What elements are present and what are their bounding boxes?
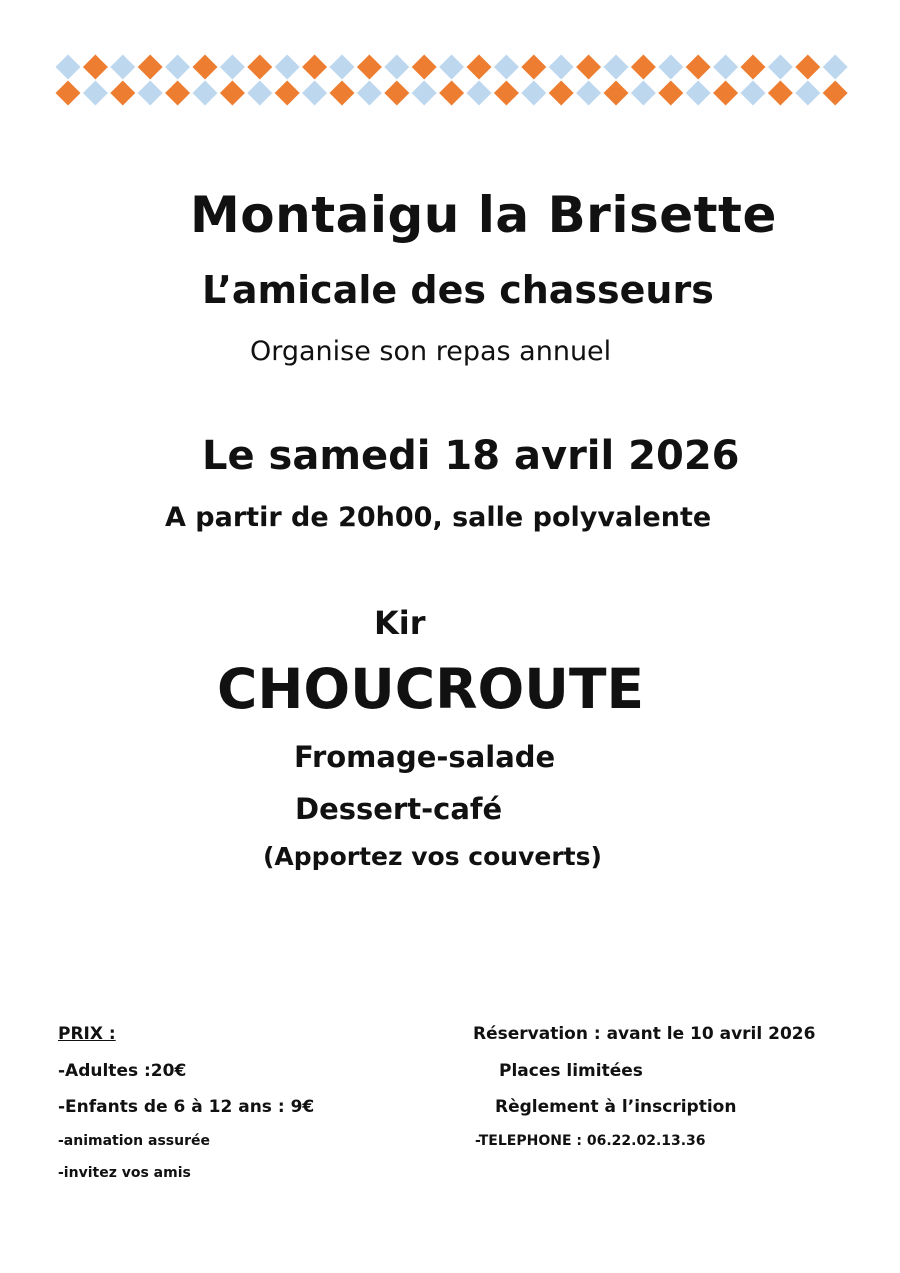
border-diamond — [165, 55, 190, 80]
menu-item-cheese-salad: Fromage-salade — [294, 740, 556, 774]
border-diamond — [138, 81, 163, 106]
border-diamond — [521, 81, 546, 106]
invite-note: -invitez vos amis — [58, 1165, 191, 1181]
border-diamond — [330, 55, 355, 80]
border-diamond — [467, 55, 492, 80]
border-diamond — [741, 81, 766, 106]
border-diamond — [56, 81, 81, 106]
border-diamond — [467, 81, 492, 106]
border-diamond — [247, 81, 272, 106]
border-diamond — [631, 81, 656, 106]
border-diamond — [357, 81, 382, 106]
border-diamond — [768, 81, 793, 106]
border-diamond — [713, 55, 738, 80]
border-diamond — [823, 81, 848, 106]
border-diamond — [631, 55, 656, 80]
event-time-place: A partir de 20h00, salle polyvalente — [165, 502, 712, 533]
border-diamond — [494, 55, 519, 80]
border-diamond — [576, 55, 601, 80]
border-diamond — [549, 81, 574, 106]
payment-note: Règlement à l’inscription — [495, 1097, 737, 1117]
border-diamond — [83, 81, 108, 106]
border-diamond — [604, 81, 629, 106]
village-title: Montaigu la Brisette — [190, 186, 777, 244]
border-diamond — [247, 55, 272, 80]
border-diamond — [439, 55, 464, 80]
border-diamond — [138, 55, 163, 80]
reservation-deadline: Réservation : avant le 10 avril 2026 — [473, 1024, 816, 1044]
menu-item-main-course: CHOUCROUTE — [217, 657, 645, 721]
price-adults: -Adultes :20€ — [58, 1061, 187, 1081]
border-diamond — [56, 55, 81, 80]
border-diamond — [686, 55, 711, 80]
border-diamond — [220, 55, 245, 80]
border-diamond — [165, 81, 190, 106]
border-diamond — [686, 81, 711, 106]
border-diamond — [275, 81, 300, 106]
border-diamond — [713, 81, 738, 106]
border-diamond — [302, 55, 327, 80]
border-diamond — [110, 55, 135, 80]
menu-item-dessert-coffee: Dessert-café — [295, 792, 503, 826]
border-diamond — [768, 55, 793, 80]
border-diamond — [412, 55, 437, 80]
price-children: -Enfants de 6 à 12 ans : 9€ — [58, 1097, 315, 1117]
border-diamond — [302, 81, 327, 106]
border-diamond — [658, 55, 683, 80]
border-diamond — [83, 55, 108, 80]
menu-item-kir: Kir — [374, 604, 426, 642]
border-diamond — [384, 55, 409, 80]
border-diamond — [494, 81, 519, 106]
border-diamond — [193, 81, 218, 106]
event-tagline: Organise son repas annuel — [250, 336, 612, 367]
border-diamond — [521, 55, 546, 80]
border-diamond — [220, 81, 245, 106]
border-diamond — [795, 55, 820, 80]
association-subtitle: L’amicale des chasseurs — [202, 268, 714, 312]
border-diamond — [412, 81, 437, 106]
border-diamond — [275, 55, 300, 80]
border-diamond — [604, 55, 629, 80]
border-diamond — [741, 55, 766, 80]
border-diamond — [576, 81, 601, 106]
border-diamond — [549, 55, 574, 80]
limited-seats-note: Places limitées — [499, 1061, 643, 1081]
border-diamond — [658, 81, 683, 106]
phone-number: -TELEPHONE : 06.22.02.13.36 — [475, 1133, 706, 1149]
border-diamond — [384, 81, 409, 106]
border-diamond — [823, 55, 848, 80]
border-diamond — [357, 55, 382, 80]
animation-note: -animation assurée — [58, 1133, 210, 1149]
border-diamond — [193, 55, 218, 80]
diamond-border-decoration — [0, 0, 900, 110]
border-diamond — [110, 81, 135, 106]
event-date: Le samedi 18 avril 2026 — [202, 433, 740, 479]
menu-note-cutlery: (Apportez vos couverts) — [263, 842, 602, 871]
border-diamond — [330, 81, 355, 106]
prices-heading: PRIX : — [58, 1024, 116, 1044]
border-diamond — [795, 81, 820, 106]
border-diamond — [439, 81, 464, 106]
